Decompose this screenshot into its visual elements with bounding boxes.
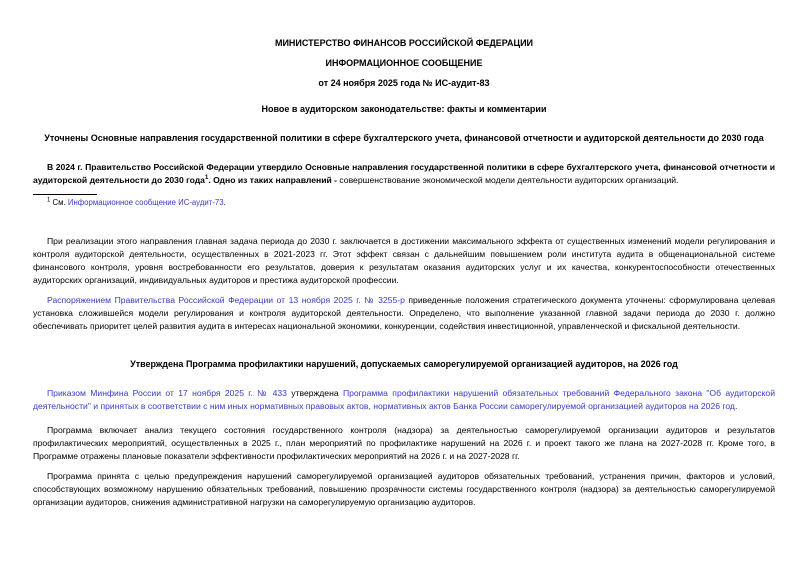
section1-p1-bold-text-2: . Одно из таких направлений - — [208, 174, 338, 185]
footnote-text — [33, 198, 775, 208]
section2-paragraph2: Программа включает анализ текущего состояния государственного контроля (надзора) за деятельностью саморегулируемой организации аудиторов и результатов профилактических мероприятий, осуществленных в 2025 г., план мероприятий по профилактике нарушений на 2026 г. и проект такого же плана на 2027-2028 гг. Кроме того, в Программе отражены плановые показатели эффективности профилактических мероприятий на 2026 г. и на 2027-2028 гг. — [33, 424, 775, 461]
order-link[interactable]: Приказом Минфина России от 17 ноября 2025 г. № 433 — [47, 388, 287, 399]
footnote-block — [33, 194, 775, 208]
document-type-title: ИНФОРМАЦИОННОЕ СООБЩЕНИЕ — [325, 58, 483, 68]
footnote-prefix: См. — [50, 197, 68, 207]
section2-paragraph3: Программа принята с целью предупреждения нарушений саморегулируемой организацией аудиторов обязательных требований, устранения причин, факторов и условий, способствующих возможному нарушению обязательных требований, повышению прозрачности системы государственного контроля (надзора) за деятельностью саморегулируемой организации аудиторов, снижения административной нагрузки на саморегулируемую организацию аудиторов. — [33, 470, 775, 507]
program-link[interactable]: Программа профилактики нарушений обязательных требований Федерального закона "Об аудиторской деятельности" и принятых в соответствии с ним иных нормативных правовых актов, нормативных актов Банка России саморегулируемой организацией аудиторов на 2026 год — [33, 388, 775, 412]
document-subtitle: Новое в аудиторском законодательстве: факты и комментарии — [261, 104, 547, 114]
section1-p3-rest: приведенные положения стратегического документа уточнены: сформулирована целевая установка сложившейся модели регулирования и контроля аудиторской деятельности. Определено, что выполнение указанной главной задачи периода до 2030 г. должно обеспечивать приоритет целей развития аудита в интересах национальной экономики, конкуренции, содействия инвестиционной, управленческой и фискальной деятельности. — [33, 295, 775, 332]
section1-p1-bold-text: В 2024 г. Правительство Российской Федерации утвердило Основные направления государственной политики в сфере бухгалтерского учета, финансовой отчетности и аудиторской деятельности до 2030 года — [33, 162, 775, 185]
footnote-marker-inline: 1 — [204, 175, 209, 182]
decree-link[interactable]: Распоряжением Правительства Российской Федерации от 13 ноября 2025 г. № 3255-р — [47, 295, 405, 306]
section1-paragraph3 — [33, 294, 775, 333]
ministry-title: МИНИСТЕРСТВО ФИНАНСОВ РОССИЙСКОЙ ФЕДЕРАЦИИ — [274, 38, 534, 48]
section2-paragraph1 — [33, 387, 775, 413]
section2-heading: Утверждена Программа профилактики нарушений, допускаемых саморегулируемой организацией аудиторов, на 2026 год — [130, 359, 678, 370]
footnote-divider — [33, 194, 97, 195]
section1-paragraph1 — [33, 161, 775, 187]
footnote-link[interactable]: Информационное сообщение ИС-аудит-73 — [67, 197, 224, 207]
section2-p1-mid: утверждена — [286, 388, 343, 399]
document-date-number: от 24 ноября 2025 года № ИС-аудит-83 — [318, 78, 490, 88]
section1-p1-regular-text: совершенствование экономической модели деятельности аудиторских организаций. — [337, 174, 679, 185]
footnote-marker: 1 — [47, 197, 51, 204]
section2-p1-suffix: . — [734, 401, 738, 412]
section1-paragraph2: При реализации этого направления главная задача периода до 2030 г. заключается в достижении максимального эффекта от существенных изменений модели регулирования и контроля аудиторской деятельности, осуществленных в 2021-2023 гг. Этот эффект связан с дальнейшим повышением роли института аудита в общенациональной системе финансового контроля, уровня востребованности его результатов, доверия к результатам оказания аудиторских услуг и их качества, конкурентоспособности отечественных аудиторских организаций, индивидуальных аудиторов и престижа аудиторской профессии. — [33, 235, 775, 285]
section1-heading: Уточнены Основные направления государственной политики в сфере бухгалтерского учета, финансовой отчетности и аудиторской деятельности до 2030 года — [44, 133, 764, 143]
footnote-suffix: . — [223, 197, 226, 207]
